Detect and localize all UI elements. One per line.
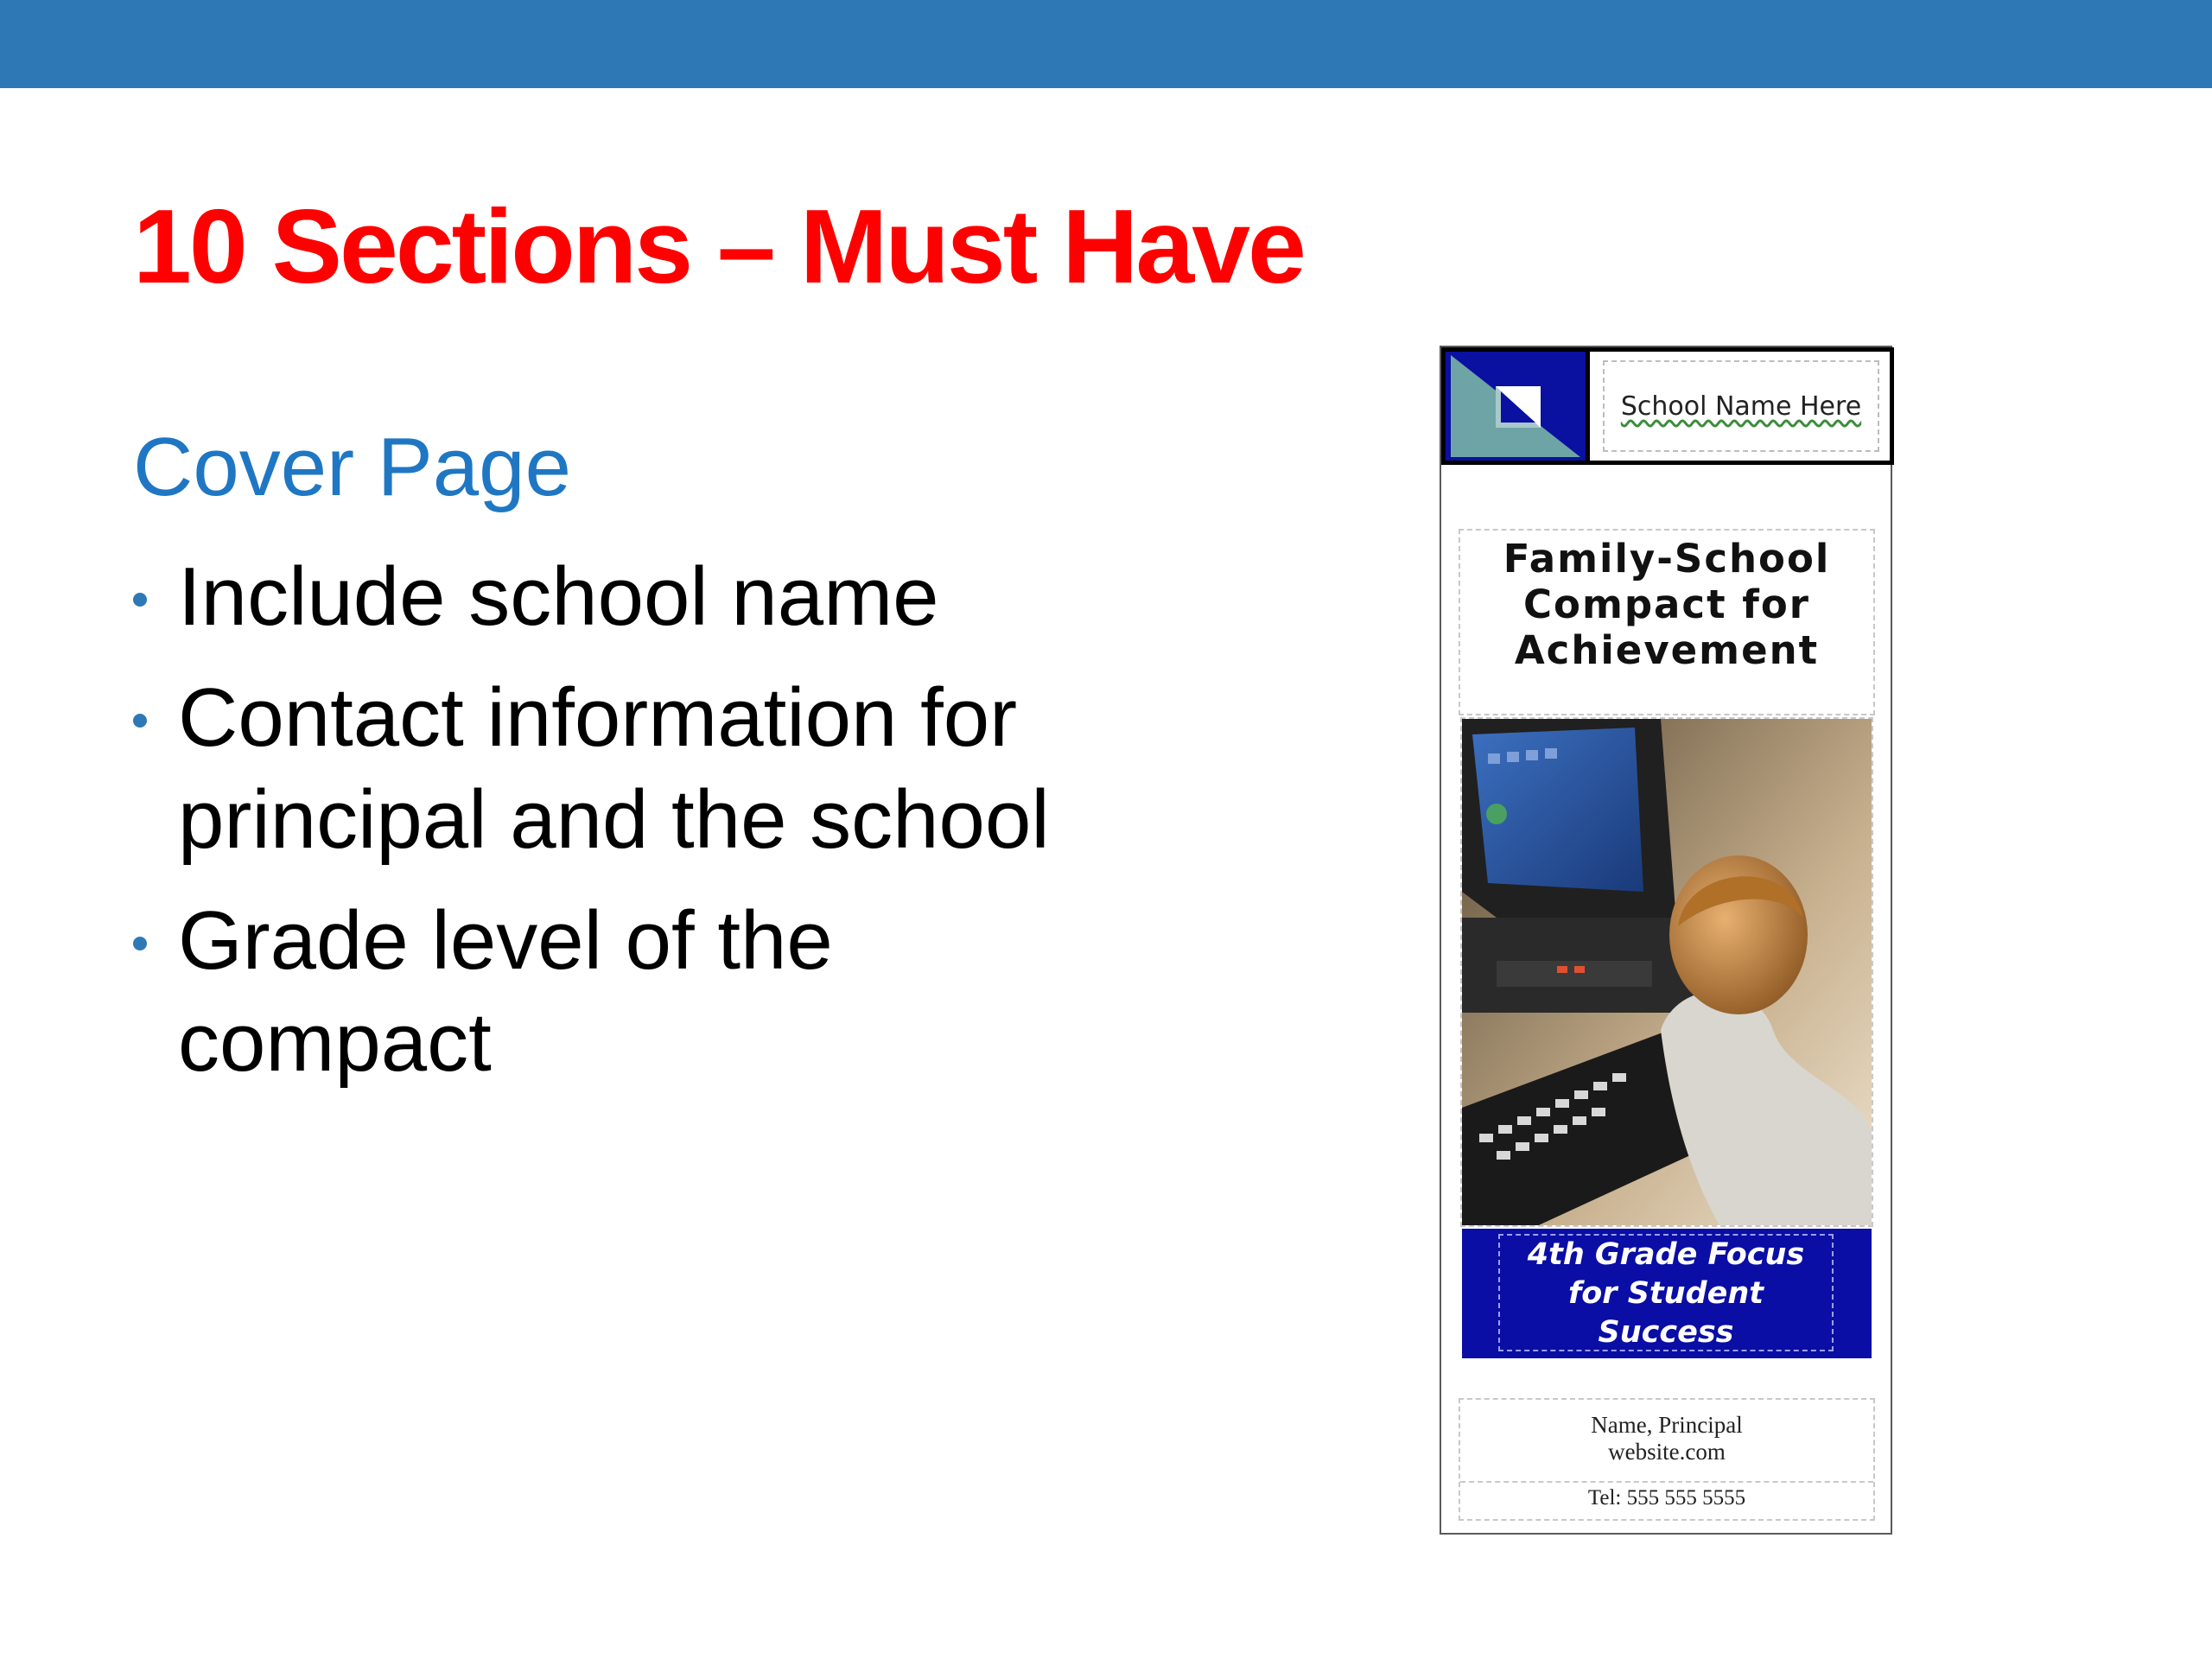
grade-focus-line: for Student (1567, 1276, 1764, 1311)
compact-title-line: Achievement (1514, 627, 1820, 673)
grade-focus-line: Success (1598, 1315, 1734, 1350)
section-heading: Cover Page (133, 421, 571, 513)
brochure-header (1441, 347, 1894, 465)
compact-title-box (1459, 529, 1875, 715)
bullet-dot-icon (133, 937, 147, 950)
bullet-text: Contact information for principal and the school (178, 671, 1050, 866)
bullet-text: Include school name (178, 550, 939, 643)
principal-name: Name, Principal (1591, 1412, 1743, 1438)
student-computer-photo (1460, 717, 1873, 1227)
contact-box (1459, 1398, 1875, 1521)
top-accent-bar (0, 0, 2212, 88)
bullet-item (133, 890, 921, 1094)
school-name-box (1603, 360, 1879, 452)
compact-title-line: Compact for (1523, 582, 1810, 627)
slide-title: 10 Sections – Must Have (133, 188, 1304, 305)
bullet-dot-icon (133, 593, 147, 607)
bullet-item (133, 667, 1154, 871)
bullet-text: Grade level of the compact (178, 894, 833, 1089)
school-website: website.com (1608, 1439, 1726, 1465)
grade-focus-line: 4th Grade Focus (1527, 1237, 1805, 1272)
school-logo-icon (1446, 352, 1590, 461)
grade-focus-box (1462, 1229, 1872, 1358)
brochure-cover-image (1440, 346, 1892, 1535)
grade-focus-inner (1498, 1234, 1834, 1351)
photo-illustration (1462, 719, 1873, 1227)
school-name: School Name Here (1620, 391, 1862, 422)
telephone-number: Tel: 555 555 5555 (1587, 1486, 1746, 1510)
bullet-dot-icon (133, 714, 147, 728)
contact-details (1460, 1400, 1873, 1483)
bullet-list (133, 546, 1170, 1113)
bullet-item (133, 546, 1170, 648)
compact-title-line: Family-School (1503, 536, 1831, 582)
logo-graphic (1446, 352, 1586, 461)
